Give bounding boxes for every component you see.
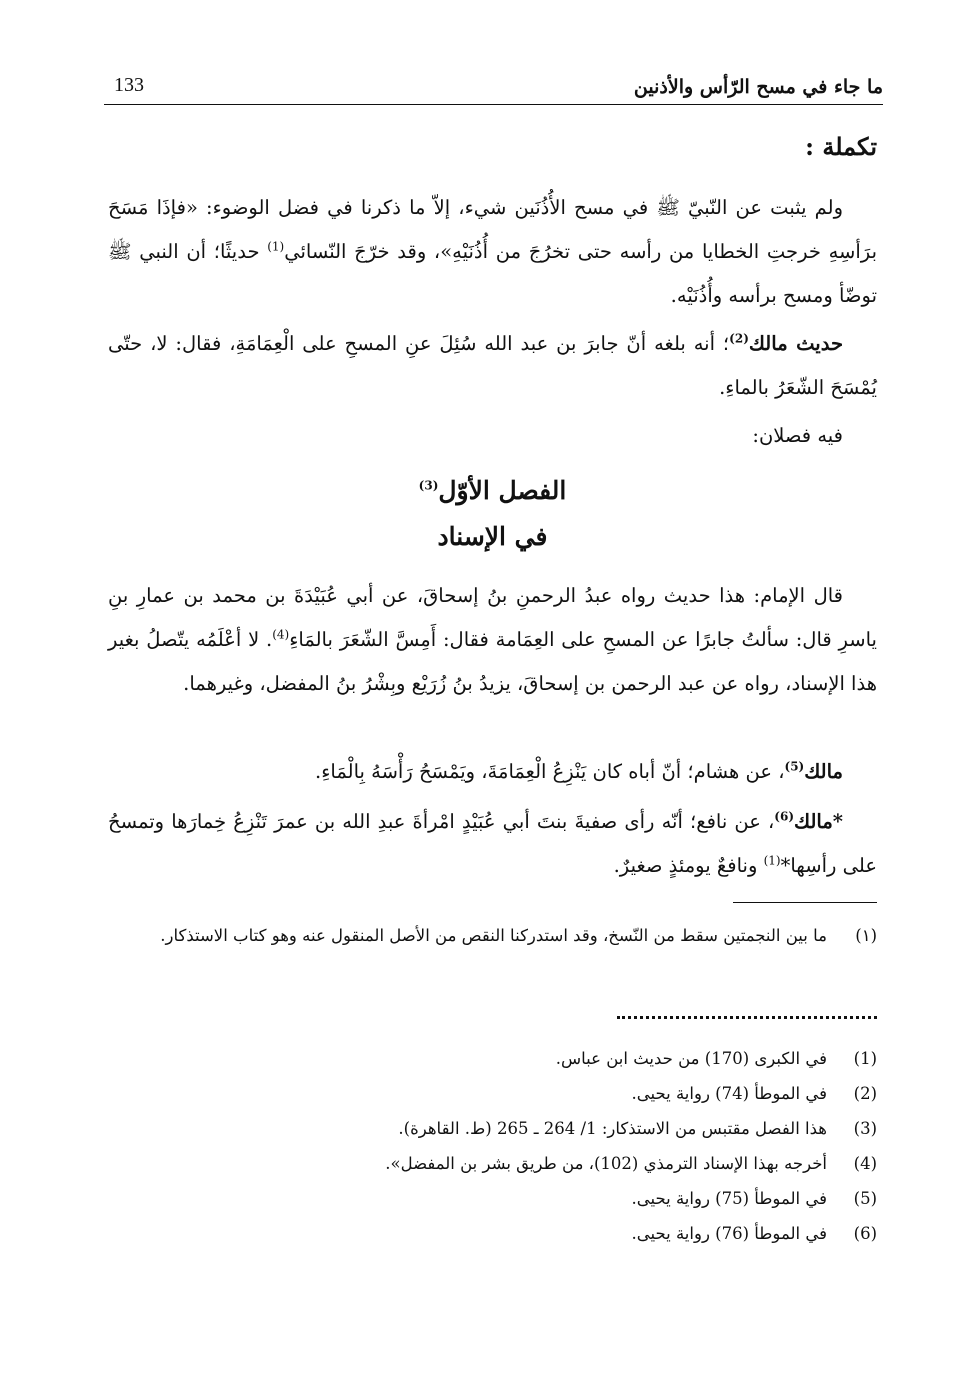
page-number: 133 xyxy=(114,74,144,96)
paragraph-5-lead: مالك xyxy=(804,760,843,783)
footnote-number: (4) xyxy=(853,1154,877,1173)
footnote-ref: (4) xyxy=(272,627,290,642)
section-heading: تكملة : xyxy=(805,132,877,161)
footnote-star xyxy=(108,922,877,950)
footnote-number: (١) xyxy=(855,926,877,945)
footnote-ref: (5) xyxy=(784,759,805,774)
footnote-ref: (6) xyxy=(774,809,795,824)
footnote-item xyxy=(108,1149,877,1184)
footnote-item xyxy=(108,1184,877,1219)
paragraph-2-text: ؛ أنه بلغه أنّ جابرَ بن عبد الله سُئِلَ عنِ المسحِ على الْعِمَامَةِ، فقال: لا، حتّى يُمْسَحَ الشّعَرُ بالماءِ. xyxy=(108,332,877,399)
paragraph-1-tail: حديثًا؛ أن النبي ﷺ توضّأ ومسح برأسه وأُذُنَيْه. xyxy=(108,240,877,307)
paragraph-1 xyxy=(108,186,877,318)
footnote-text: هذا الفصل مقتبس من الاستذكار: 1/ 264 ـ 265 (ط. القاهرة). xyxy=(398,1119,827,1138)
paragraph-3: فيه فصلان: xyxy=(752,424,843,447)
paragraph-6-lead: *مالك xyxy=(794,810,843,833)
footnote-item xyxy=(108,1219,877,1254)
running-header xyxy=(104,70,883,105)
paragraph-1-text: ولم يثبت عن النّبيّ ﷺ في مسح الأُذُنَين شيء، إلاّ ما ذكرنا في فضل الوضوء: «فإذَا مَسَحَ برَأسِهِ خرجتِ الخطايا من رأسه حتى تخرُجَ من أُذُنَيْهِ»، وقد خرّجَ النّسائي xyxy=(108,196,877,263)
paragraph-6-tail: ونافعٌ يومئذٍ صغيرٌ. xyxy=(613,854,764,877)
footnote-text: في الموطأ (76) رواية يحيى. xyxy=(631,1224,827,1243)
footnote-list xyxy=(108,1044,877,1254)
footnote-ref: (2) xyxy=(729,331,749,346)
paragraph-6 xyxy=(108,800,877,888)
footnote-item xyxy=(108,1114,877,1149)
footnote-number: (6) xyxy=(853,1224,877,1243)
chapter-title-text: الفصل الأوّل xyxy=(438,476,567,505)
paragraph-5 xyxy=(108,750,877,794)
footnote-number: (5) xyxy=(853,1189,877,1208)
footnote-item xyxy=(108,1079,877,1114)
footnote-text: في الموطأ (75) رواية يحيى. xyxy=(631,1189,827,1208)
paragraph-6-text: ، عن نافع؛ أنّه رأى صفيةَ بنتَ أبي عُبَيْدٍ امْرأةَ عبدِ الله بن عمرَ تَنْزِعُ خِمارَها وتمسحُ على رأسِها* xyxy=(108,810,877,877)
paragraph-2-lead: حديث مالك xyxy=(748,332,843,355)
paragraph-4-text: قال الإمام: هذا حديث رواه عبدُ الرحمنِ بنُ إسحاقَ، عن أبي عُبَيْدَةَ بن محمد بن عمارِ بنِ ياسرِ قال: سألتُ جابرًا عن المسحِ على العِمَامة فقال: أَمِسَّ الشّعَرَ بالمَاءِ xyxy=(108,584,877,651)
paragraph-4-tail: . لا أعْلَمُه يتّصلُ بغير هذا الإسناد، رواه عن عبد الرحمن بن إسحاقَ، يزيدُ بنُ زُرَيْع وبِشْرُ بنُ المفضل، وغيرهما. xyxy=(108,628,877,695)
chapter-title xyxy=(108,476,877,505)
footnote-number: (1) xyxy=(853,1049,877,1068)
chapter-subtitle: في الإسناد xyxy=(437,522,548,551)
footnote-text: أخرجه بهذا الإسناد الترمذي (102)، من طريق بشر بن المفضل». xyxy=(385,1154,827,1173)
paragraph-5-text: ، عن هشام؛ أنّ أباه كان يَنْزِعُ الْعِمَامَةَ، ويَمْسَحُ رَأْسَهُ بِالْمَاءِ. xyxy=(315,760,785,783)
header-title: ما جاء في مسح الرّأس والأذنين xyxy=(633,76,883,98)
footnote-ref: (1) xyxy=(763,853,781,868)
paragraph-4 xyxy=(108,574,877,706)
footnote-number: (3) xyxy=(853,1119,877,1138)
footnote-ref: (1) xyxy=(267,239,285,254)
footnote-item xyxy=(108,1044,877,1079)
paragraph-2 xyxy=(108,322,877,410)
footnote-text: في الموطأ (74) رواية يحيى. xyxy=(631,1084,827,1103)
footnote-number: (2) xyxy=(853,1084,877,1103)
footnote-rule xyxy=(733,902,877,903)
footnote-text: ما بين النجمتين سقط من النّسخ، وقد استدركنا النقص من الأصل المنقول عنه وهو كتاب الاستذكار. xyxy=(160,926,827,945)
footnote-separator-dots xyxy=(617,1016,877,1019)
footnote-text: في الكبرى (170) من حديث ابن عباس. xyxy=(555,1049,827,1068)
footnote-ref: (3) xyxy=(418,478,439,493)
